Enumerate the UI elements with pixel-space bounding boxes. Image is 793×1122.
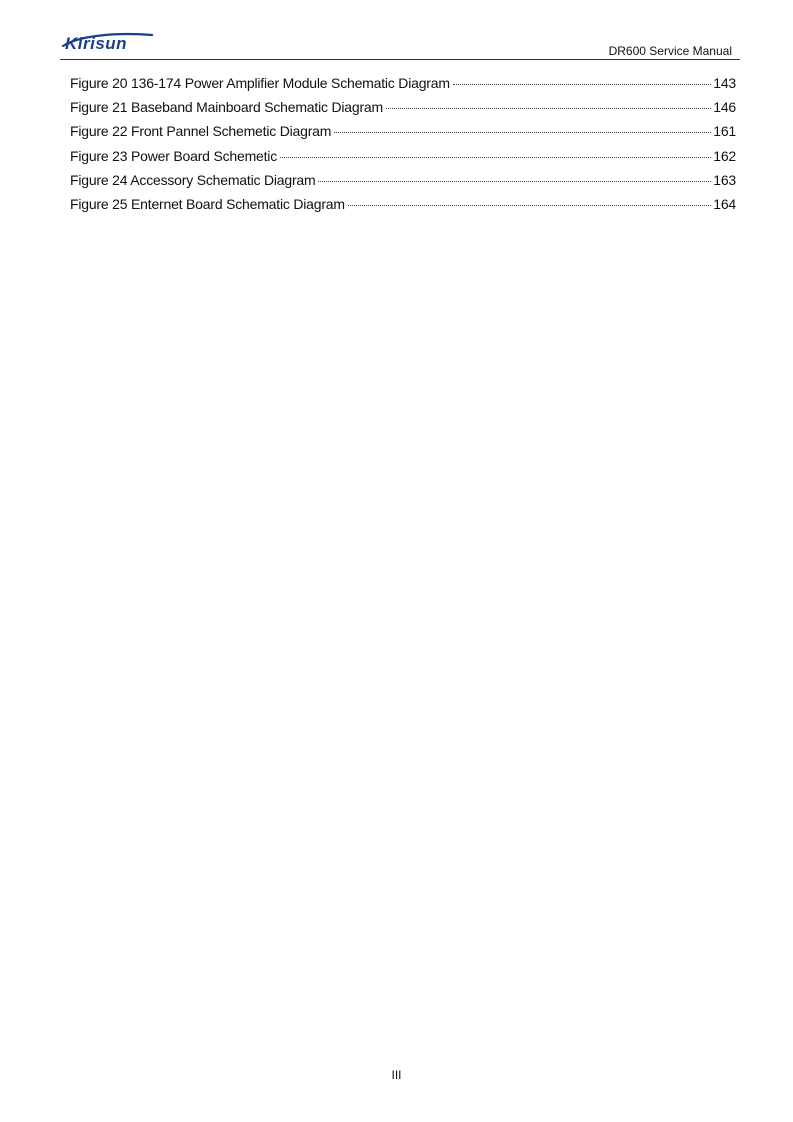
toc-dot-leader	[386, 108, 711, 109]
svg-text:Kirisun: Kirisun	[65, 34, 128, 53]
toc-entry-title: Figure 22 Front Pannel Schemetic Diagram	[70, 123, 332, 140]
toc-entry-title: Figure 23 Power Board Schemetic	[70, 147, 278, 164]
toc-dot-leader	[280, 157, 711, 158]
kirisun-logo	[60, 30, 156, 54]
toc-entry[interactable]	[70, 171, 736, 195]
toc-entry-title: Figure 21 Baseband Mainboard Schematic Diagram	[70, 99, 383, 116]
toc-entry[interactable]	[70, 122, 736, 146]
toc-entry-page: 143	[713, 75, 736, 91]
toc-dot-leader	[334, 132, 711, 133]
toc-entry-page: 146	[713, 99, 736, 116]
toc-entry-title: Figure 25 Enternet Board Schematic Diagram	[70, 195, 345, 212]
manual-title: DR600 Service Manual	[608, 44, 732, 58]
table-of-figures	[70, 74, 736, 219]
toc-entry-page: 162	[713, 147, 736, 164]
toc-dot-leader	[318, 181, 711, 182]
toc-dot-leader	[348, 205, 711, 206]
toc-entry-page: 164	[713, 195, 736, 212]
page-header	[60, 28, 740, 60]
toc-entry-title: Figure 24 Accessory Schematic Diagram	[70, 171, 316, 188]
toc-entry[interactable]	[70, 195, 736, 219]
toc-entry[interactable]	[70, 147, 736, 171]
toc-entry[interactable]	[70, 98, 736, 122]
toc-dot-leader	[453, 84, 711, 85]
toc-entry-page: 161	[713, 123, 736, 140]
toc-entry[interactable]	[70, 74, 736, 98]
page-number: III	[391, 1068, 402, 1082]
toc-entry-title: Figure 20 136-174 Power Amplifier Module Schematic Diagram	[70, 75, 450, 91]
toc-entry-page: 163	[713, 171, 736, 188]
